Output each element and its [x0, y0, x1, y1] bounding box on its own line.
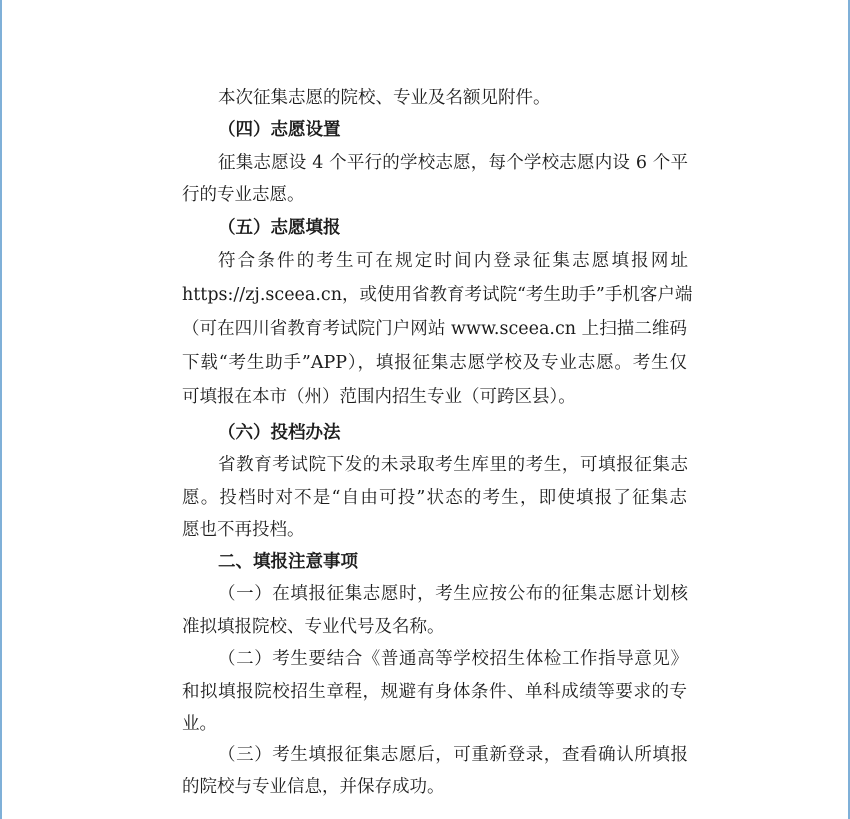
text-line: 的院校与专业信息，并保存成功。 — [182, 777, 445, 797]
text-line: 行的专业志愿。 — [182, 185, 305, 205]
text-line: 征集志愿设 4 个平行的学校志愿，每个学校志愿内设 6 个平 — [218, 153, 688, 173]
text-line: 和拟填报院校招生章程，规避有身体条件、单科成绩等要求的专 — [182, 682, 687, 702]
text-line: https://zj.sceea.cn，或使用省教育考试院“考生助手”手机客户端 — [182, 285, 693, 305]
text-line: （二）考生要结合《普通高等学校招生体检工作指导意见》 — [218, 649, 688, 669]
section-heading: 二、填报注意事项 — [218, 552, 358, 572]
text-line: 省教育考试院下发的未录取考生库里的考生，可填报征集志 — [218, 455, 688, 475]
section-heading: （五）志愿填报 — [218, 218, 341, 238]
text-line: 下载“考生助手”APP），填报征集志愿学校及专业志愿。考生仅 — [182, 353, 687, 373]
text-line: 愿也不再投档。 — [182, 520, 305, 540]
text-line: 愿。投档时对不是“自由可投”状态的考生，即使填报了征集志 — [182, 488, 687, 508]
section-heading: （六）投档办法 — [218, 423, 341, 443]
text-line: 符合条件的考生可在规定时间内登录征集志愿填报网址 — [218, 251, 688, 271]
text-line: 业。 — [182, 714, 217, 734]
page-left-border — [0, 0, 2, 819]
text-line: 准拟填报院校、专业代号及名称。 — [182, 617, 445, 637]
text-line: （一）在填报征集志愿时，考生应按公布的征集志愿计划核 — [218, 584, 688, 604]
text-line: （可在四川省教育考试院门户网站 www.sceea.cn 上扫描二维码 — [182, 319, 687, 339]
text-line: 本次征集志愿的院校、专业及名额见附件。 — [218, 88, 551, 108]
section-heading: （四）志愿设置 — [218, 120, 341, 140]
text-line: （三）考生填报征集志愿后，可重新登录，查看确认所填报 — [218, 745, 688, 765]
text-line: 可填报在本市（州）范围内招生专业（可跨区县）。 — [182, 387, 576, 407]
